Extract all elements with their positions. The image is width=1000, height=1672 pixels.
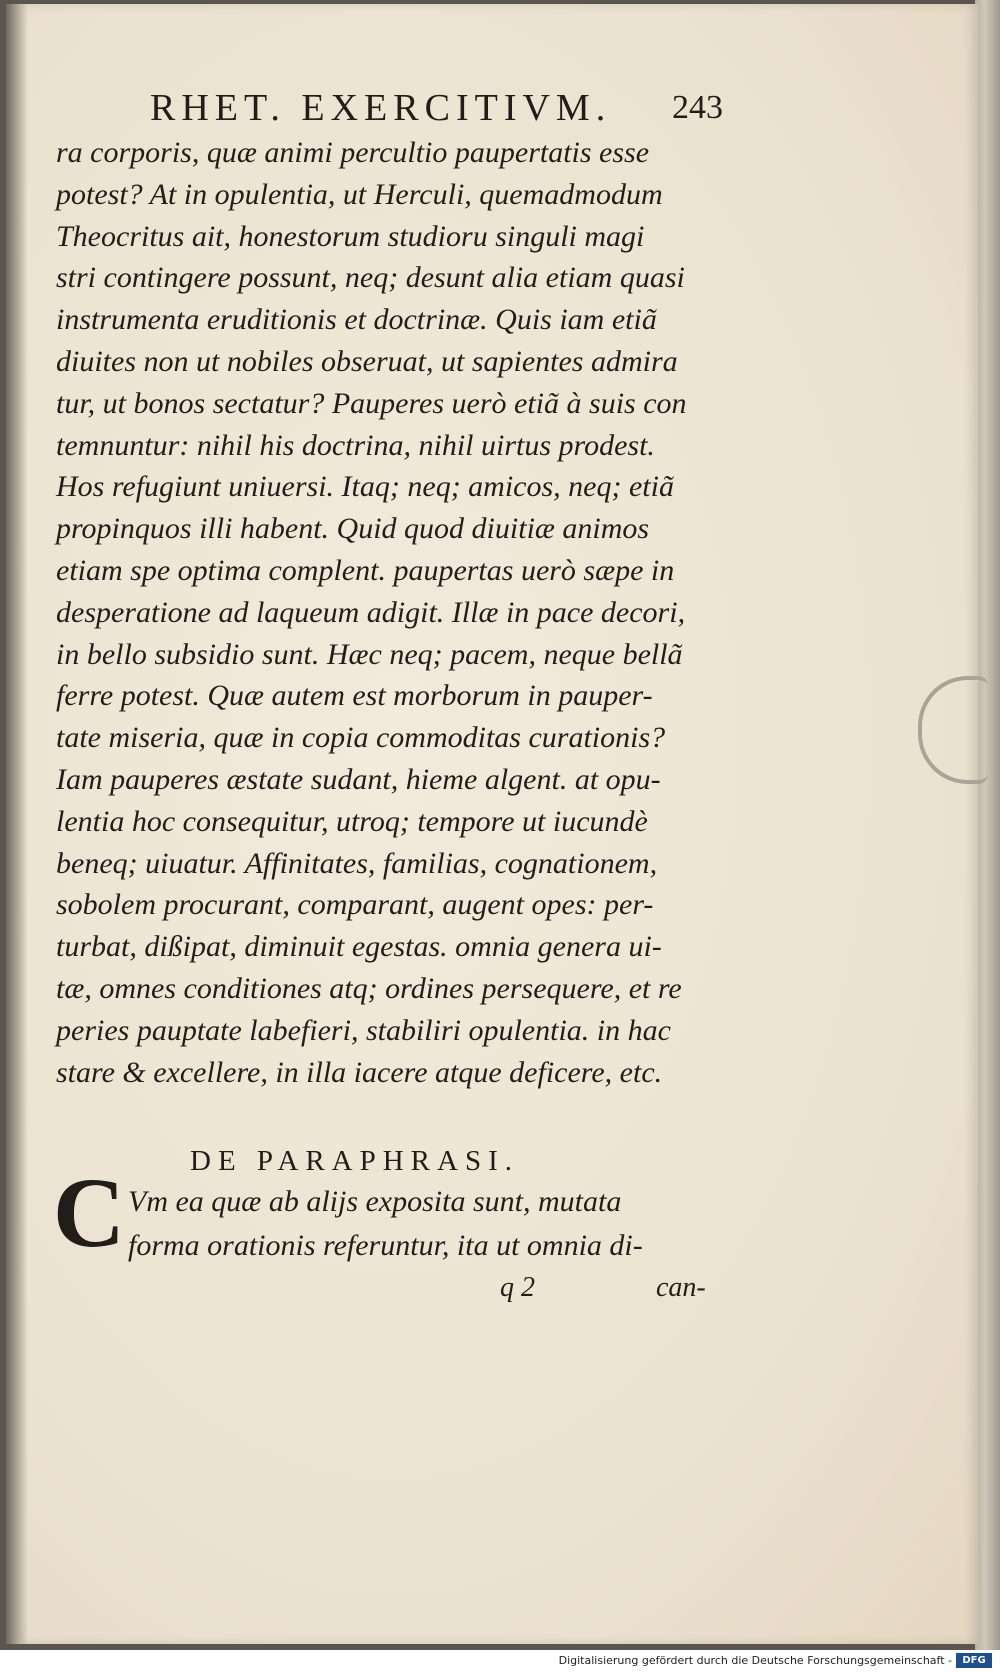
text-line: Vm ea quæ ab alijs exposita sunt, mutata — [128, 1185, 622, 1218]
dfg-logo: DFG — [956, 1653, 992, 1668]
text-line: turbat, dißipat, diminuit egestas. omnia genera ui- — [56, 930, 662, 964]
text-line: peries pauptate labefieri, stabiliri opulentia. in hac — [56, 1013, 671, 1047]
signature-mark: q 2 — [500, 1272, 535, 1303]
text-line: stare & excellere, in illa iacere atque deficere, etc. — [56, 1055, 663, 1089]
text-line: diuites non ut nobiles obseruat, ut sapientes admira — [56, 344, 678, 378]
paragraph-text — [128, 1180, 728, 1268]
page-gutter — [6, 4, 28, 1644]
text-line: propinquos illi habent. Quid quod diuitiæ animos — [56, 512, 650, 546]
section-title: DE PARAPHRASI. — [190, 1145, 519, 1177]
text-line: etiam spe optima complent. paupertas uerò sæpe in — [56, 553, 675, 587]
page-number: 243 — [672, 89, 723, 126]
body-text — [56, 132, 726, 1093]
text-line: Theocritus ait, honestorum studioru singuli magi — [56, 219, 645, 253]
text-line: stri contingere possunt, neq; desunt alia etiam quasi — [56, 261, 685, 295]
text-line: Iam pauperes æstate sudant, hieme algent. at opu- — [56, 762, 661, 796]
text-line: ferre potest. Quæ autem est morborum in pauper- — [56, 679, 653, 713]
text-line: instrumenta eruditionis et doctrinæ. Quis iam etiã — [56, 303, 657, 337]
text-line: sobolem procurant, comparant, augent opes: per- — [56, 888, 654, 922]
text-line: in bello subsidio sunt. Hæc neq; pacem, neque bellã — [56, 637, 683, 671]
text-line: desperatione ad laqueum adigit. Illæ in pace decori, — [56, 595, 686, 629]
catchword: can- — [656, 1272, 706, 1303]
text-line: tæ, omnes conditiones atq; ordines persequere, et re — [56, 971, 682, 1005]
text-line: potest? At in opulentia, ut Herculi, quemadmodum — [56, 177, 663, 211]
text-line: forma orationis referuntur, ita ut omnia di- — [128, 1229, 643, 1262]
footer-bar — [0, 1650, 1000, 1672]
page-edge — [975, 0, 1000, 1650]
drop-cap-initial: C — [52, 1157, 126, 1268]
text-line: tur, ut bonos sectatur? Pauperes uerò etiã à suis con — [56, 386, 687, 420]
text-line: ra corporis, quæ animi percultio paupertatis esse — [56, 136, 650, 169]
text-line: temnuntur: nihil his doctrina, nihil uirtus prodest. — [56, 428, 655, 462]
text-line: Hos refugiunt uniuersi. Itaq; neq; amicos, neq; etiã — [56, 470, 674, 504]
text-line: lentia hoc consequitur, utroq; tempore ut iucundè — [56, 804, 648, 838]
footer-credit: Digitalisierung gefördert durch die Deutsche Forschungsgemeinschaft - — [558, 1654, 952, 1667]
text-line: tate miseria, quæ in copia commoditas curationis? — [56, 721, 666, 755]
text-line: beneq; uiuatur. Affinitates, familias, cognationem, — [56, 846, 658, 880]
running-head: RHET. EXERCITIVM. — [150, 87, 612, 129]
